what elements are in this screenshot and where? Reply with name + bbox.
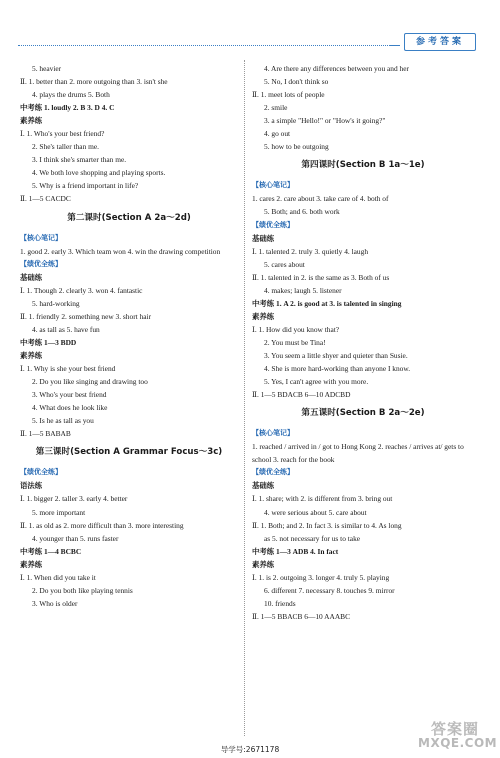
answer-line: 3. Who's your best friend <box>32 390 107 400</box>
left-column <box>20 62 238 610</box>
answer-line: as 5. not necessary for us to take <box>264 533 361 543</box>
column-divider <box>244 60 245 736</box>
section-label: 【绩优全练】 <box>20 468 62 477</box>
answer-line: Ⅰ. 1. Though 2. clearly 3. won 4. fantastic <box>20 285 143 295</box>
answer-line: 10. friends <box>264 598 296 608</box>
answer-line: 1. reached / arrived in / got to Hong Kong 2. reaches / arrives at/ gets to school 3. reach for the book <box>252 442 464 465</box>
answer-line: 5. hard-working <box>32 298 80 308</box>
section-label: 【绩优全练】 <box>20 259 62 268</box>
answer-line: 5. No, I don't think so <box>264 77 329 87</box>
answer-line: 3. You seem a little shyer and quieter than Susie. <box>264 350 408 360</box>
answer-line: Ⅰ. 1. Why is she your best friend <box>20 364 116 374</box>
answer-line: 5. more important <box>32 507 86 517</box>
exercise-heading: 基础练 <box>252 481 275 491</box>
answer-line: 4. makes; laugh 5. listener <box>264 285 342 295</box>
answer-line: Ⅰ. 1. talented 2. truly 3. quietly 4. laugh <box>252 246 369 256</box>
answer-line: 6. different 7. necessary 8. touches 9. mirror <box>264 585 395 595</box>
answer-line: Ⅱ. 1. friendly 2. something new 3. short hair <box>20 311 152 321</box>
page-footer: 导学号:2671178 <box>220 745 280 754</box>
answer-line: Ⅰ. 1. share; with 2. is different from 3. bring out <box>252 494 393 504</box>
answer-line: 2. She's taller than me. <box>32 142 100 152</box>
exercise-heading: 素养练 <box>20 559 43 569</box>
answer-line: 2. smile <box>264 103 288 113</box>
exercise-heading: 素养练 <box>20 116 43 126</box>
watermark-bottom-text: MXQE.COM <box>418 736 498 750</box>
answer-line: 4. as tall as 5. have fun <box>32 324 100 334</box>
answer-line: Ⅱ. 1. as old as 2. more difficult than 3. more interesting <box>20 520 184 530</box>
answer-line: 2. Do you both like playing tennis <box>32 585 133 595</box>
watermark-logo <box>418 720 498 756</box>
answer-line: 5. how to be outgoing <box>264 142 329 152</box>
answer-line: 4. plays the drums 5. Both <box>32 90 110 100</box>
answer-line: Ⅱ. 1. Both; and 2. In fact 3. is similar to 4. As long <box>252 520 402 530</box>
answer-line: 1. good 2. early 3. Which team won 4. win the drawing competition <box>20 246 221 256</box>
answer-line: Ⅰ. 1. is 2. outgoing 3. longer 4. truly 5. playing <box>252 572 390 582</box>
exercise-heading: 素养练 <box>252 559 275 569</box>
exercise-heading: 中考练 1—3 BDD <box>20 337 77 347</box>
header-rule <box>18 37 480 50</box>
lesson-title: 第五课时(Section B 2a～2e) <box>301 408 425 419</box>
lesson-title: 第四课时(Section B 1a～1e) <box>301 160 425 171</box>
answer-key-badge: 参考答案 <box>404 33 476 51</box>
section-label: 【核心笔记】 <box>252 429 294 438</box>
answer-line: Ⅰ. 1. bigger 2. taller 3. early 4. better <box>20 494 128 504</box>
section-label: 【核心笔记】 <box>20 233 62 242</box>
header-solid-line <box>390 45 400 46</box>
answer-line: 5. Is he as tall as you <box>32 416 94 426</box>
exercise-heading: 中考练 1—3 ADB 4. In fact <box>252 546 339 556</box>
answer-line: 4. go out <box>264 129 291 139</box>
lesson-title: 第三课时(Section A Grammar Focus～3c) <box>35 447 223 458</box>
answer-line: Ⅱ. 1. talented in 2. is the same as 3. Both of us <box>252 272 390 282</box>
answer-line: Ⅱ. 1. better than 2. more outgoing than 3. isn't she <box>20 77 168 87</box>
right-column <box>252 62 474 623</box>
answer-line: Ⅱ. 1—5 BABAB <box>20 429 71 439</box>
answer-line: 2. Do you like singing and drawing too <box>32 377 148 387</box>
answer-line: Ⅱ. 1—5 BBACB 6—10 AAABC <box>252 611 351 621</box>
answer-line: 5. Yes, I can't agree with you more. <box>264 377 369 387</box>
section-label: 【绩优全练】 <box>252 468 294 477</box>
answer-line: 3. I think she's smarter than me. <box>32 155 127 165</box>
exercise-heading: 素养练 <box>20 350 43 360</box>
answer-line: Ⅱ. 1. meet lots of people <box>252 90 325 100</box>
answer-line: 4. were serious about 5. care about <box>264 507 367 517</box>
answer-line: Ⅰ. 1. When did you take it <box>20 572 96 582</box>
answer-line: Ⅰ. 1. Who's your best friend? <box>20 129 105 139</box>
answer-line: 4. She is more hard-working than anyone I know. <box>264 364 411 374</box>
exercise-heading: 中考练 1. A 2. is good at 3. is talented in singing <box>252 298 402 308</box>
answer-line: 3. Who is older <box>32 598 78 608</box>
answer-line: 4. Are there any differences between you and her <box>264 64 409 73</box>
watermark-top-text: 答案圈 <box>430 720 479 738</box>
exercise-heading: 中考练 1. loudly 2. B 3. D 4. C <box>20 103 115 113</box>
answer-line: 4. younger than 5. runs faster <box>32 533 119 543</box>
answer-line: 3. a simple "Hello!" or "How's it going?" <box>264 116 386 126</box>
exercise-heading: 基础练 <box>20 272 43 282</box>
section-label: 【绩优全练】 <box>252 220 294 229</box>
answer-line: 4. What does he look like <box>32 403 108 413</box>
answer-line: Ⅱ. 1—5 BDACB 6—10 ADCBD <box>252 390 351 400</box>
header-dotted-line <box>18 45 390 46</box>
answer-line: Ⅰ. 1. How did you know that? <box>252 324 340 334</box>
exercise-heading: 基础练 <box>252 233 275 243</box>
answer-line: 4. We both love shopping and playing sports. <box>32 168 166 178</box>
answer-line: 5. cares about <box>264 259 305 269</box>
exercise-heading: 中考练 1—4 BCBC <box>20 546 82 556</box>
exercise-heading: 素养练 <box>252 311 275 321</box>
lesson-title: 第二课时(Section A 2a～2d) <box>67 212 191 223</box>
answer-line: 2. You must be Tina! <box>264 337 326 347</box>
exercise-heading: 语法练 <box>20 481 43 491</box>
answer-line: 5. Both; and 6. both work <box>264 207 340 217</box>
answer-line: 5. Why is a friend important in life? <box>32 181 139 191</box>
section-label: 【核心笔记】 <box>252 181 294 190</box>
answer-line: 1. cares 2. care about 3. take care of 4. both of <box>252 194 389 204</box>
answer-line: 5. heavier <box>32 64 62 73</box>
answer-line: Ⅱ. 1—5 CACDC <box>20 194 71 204</box>
